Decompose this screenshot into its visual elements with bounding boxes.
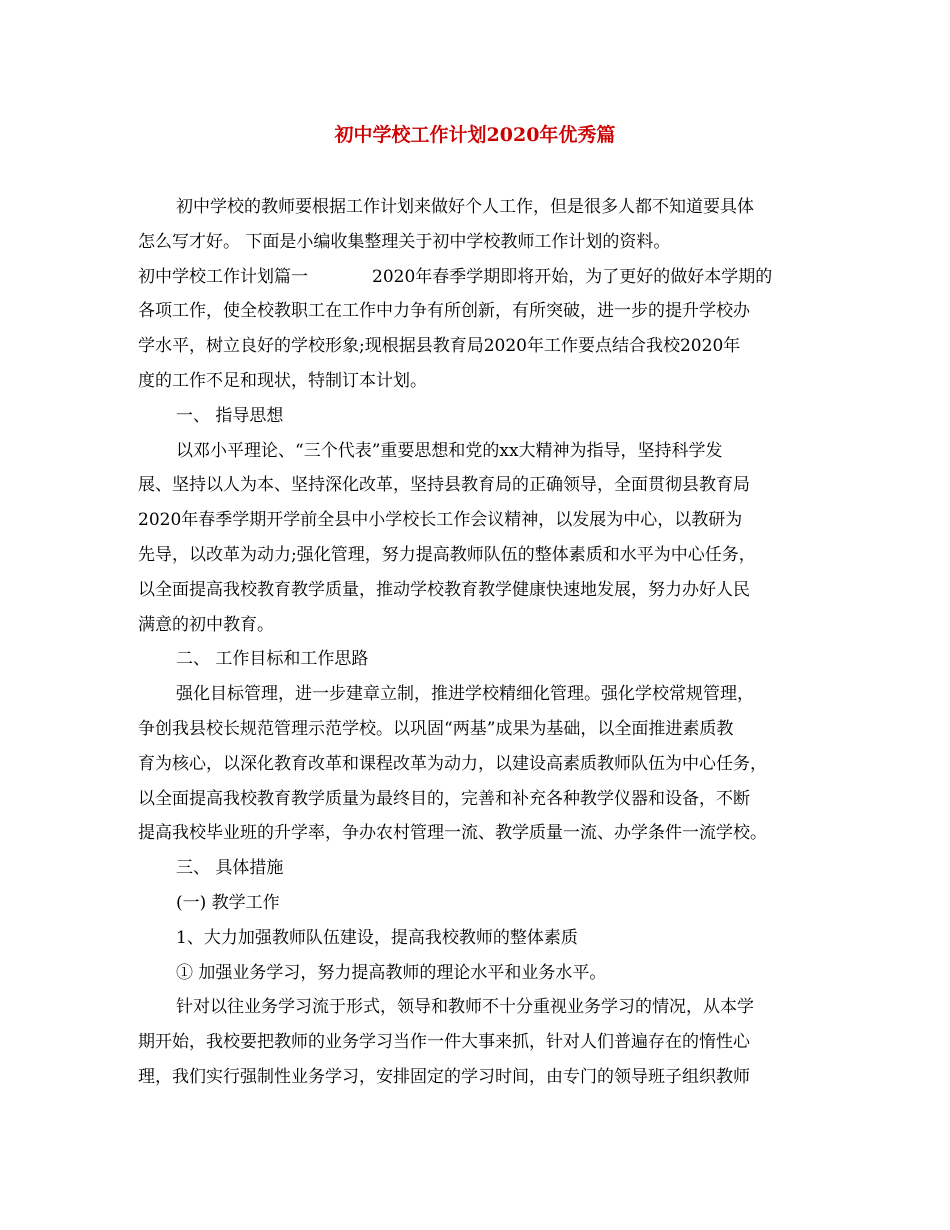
paragraph-line: 各项工作，使全校教职工在工作中力争有所创新，有所突破，进一步的提升学校办 (138, 301, 750, 322)
document-body (138, 190, 822, 1095)
paragraph-line: 针对以往业务学习流于形式，领导和教师不十分重视业务学习的情况，从本学 (176, 997, 754, 1018)
paragraph-line: 怎么写才好。 下面是小编收集整理关于初中学校教师工作计划的资料。 (138, 231, 671, 252)
paragraph-line: 以全面提高我校教育教学质量为最终目的，完善和补充各种教学仪器和设备，不断 (138, 788, 750, 809)
document-title: 初中学校工作计划2020年优秀篇 (334, 124, 616, 146)
paragraph-line: 期开始，我校要把教师的业务学习当作一件大事来抓，针对人们普遍存在的惰性心 (138, 1032, 750, 1053)
paragraph-line: 理，我们实行强制性业务学习，安排固定的学习时间，由专门的领导班子组织教师 (138, 1066, 750, 1087)
paragraph-line: 学水平，树立良好的学校形象;现根据县教育局2020年工作要点结合我校2020年 (138, 336, 741, 357)
section-heading: 二、 工作目标和工作思路 (176, 649, 369, 670)
paragraph-line: 强化目标管理，进一步建章立制，推进学校精细化管理。强化学校常规管理， (176, 684, 754, 705)
section-heading: 三、 具体措施 (176, 858, 284, 879)
section-heading: 一、 指导思想 (176, 405, 284, 426)
paragraph-line: 展、坚持以人为本、坚持深化改革，坚持县教育局的正确领导，全面贯彻县教育局 (138, 475, 750, 496)
paragraph-line: 以邓小平理论、“三个代表”重要思想和党的xx大精神为指导，坚持科学发 (176, 440, 723, 461)
paragraph-line: 以全面提高我校教育教学质量，推动学校教育教学健康快速地发展，努力办好人民 (138, 579, 750, 600)
paragraph-line: 初中学校的教师要根据工作计划来做好个人工作，但是很多人都不知道要具体 (176, 197, 754, 217)
paragraph-line: 育为核心，以深化教育改革和课程改革为动力，以建设高素质教师队伍为中心任务， (138, 753, 767, 774)
paragraph-line: 提高我校毕业班的升学率，争办农村管理一流、教学质量一流、办学条件一流学校。 (138, 823, 767, 844)
paragraph-text: 2020年春季学期即将开始，为了更好的做好本学期的 (372, 266, 773, 287)
subsection-heading: (一) 教学工作 (176, 892, 280, 913)
list-item: 1、大力加强教师队伍建设，提高我校教师的整体素质 (176, 927, 578, 948)
paragraph-line: 先导，以改革为动力;强化管理，努力提高教师队伍的整体素质和水平为中心任务， (138, 544, 756, 565)
paragraph-line: 满意的初中教育。 (138, 614, 274, 635)
section-heading-line (138, 260, 822, 295)
paragraph-line: 度的工作不足和现状，特制订本计划。 (138, 370, 427, 391)
section-heading: 初中学校工作计划篇一 (138, 266, 308, 287)
list-item: ① 加强业务学习，努力提高教师的理论水平和业务水平。 (176, 962, 607, 983)
paragraph-line: 争创我县校长规范管理示范学校。以巩固“两基”成果为基础，以全面推进素质教 (138, 718, 734, 739)
paragraph-line: 2020年春季学期开学前全县中小学校长工作会议精神，以发展为中心，以教研为 (138, 510, 743, 531)
